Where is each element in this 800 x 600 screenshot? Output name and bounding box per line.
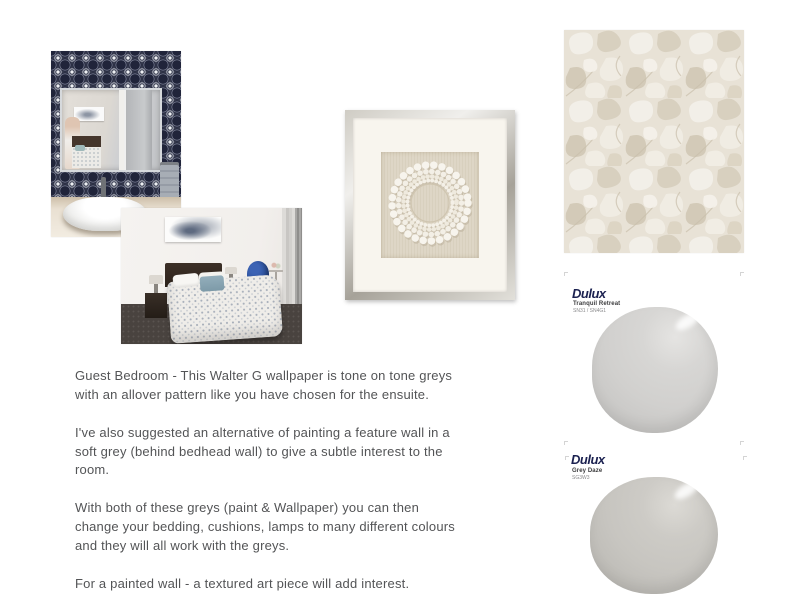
paint-code-1: SN31 / SN4G1 — [573, 308, 607, 314]
paint-name-2: Grey Daze — [572, 468, 603, 474]
pillow-left — [172, 273, 199, 289]
bead-rings-graphic — [382, 153, 478, 257]
notes-block — [75, 367, 465, 600]
dulux-logo-1: Dulux — [572, 286, 606, 301]
mirror-bed-reflection — [72, 136, 101, 168]
registration-mark — [564, 272, 568, 276]
mirror-cushion — [75, 145, 85, 151]
dulux-logo-2: Dulux — [571, 452, 605, 467]
framed-bead-artwork[interactable] — [345, 110, 515, 300]
registration-mark — [565, 456, 569, 460]
paint-blob-tranquil-retreat[interactable] — [592, 307, 718, 433]
paint-name-1: Tranquil Retreat — [573, 301, 621, 307]
note-paragraph: For a painted wall - a textured art piece will add interest. — [75, 575, 410, 591]
registration-mark — [740, 441, 744, 445]
lamp-left — [149, 275, 163, 293]
bedroom-artwork — [165, 217, 221, 242]
lamp-shade — [225, 267, 237, 274]
bedroom-photo[interactable] — [121, 208, 302, 344]
nightstand-left — [145, 293, 167, 318]
mirror-door-reflection — [124, 90, 152, 170]
lamp-base — [154, 284, 158, 293]
wallpaper-swatch[interactable] — [564, 30, 744, 253]
art-mat — [353, 118, 507, 292]
paint-blob-grey-daze[interactable] — [590, 477, 718, 594]
blue-cushion — [200, 275, 225, 292]
note-paragraph: I've also suggested an alternative of painting a feature wall in a soft grey (behind bedhead wall) to give a subtle interest to the room. — [75, 424, 450, 478]
wallpaper-pattern-graphic — [564, 30, 744, 253]
towel — [160, 165, 179, 199]
lamp-shade — [149, 275, 163, 284]
paint-code-2: SG3W3 — [572, 475, 590, 481]
flower-vase — [271, 262, 281, 270]
registration-mark — [740, 272, 744, 276]
note-paragraph: With both of these greys (paint & Wallpaper) you can then change your bedding, cushions, lamps to many different colours and they will all work with the greys. — [75, 500, 455, 553]
registration-mark — [743, 456, 747, 460]
curtain-fold — [295, 208, 302, 308]
bathroom-mirror — [60, 88, 162, 172]
tap — [101, 177, 106, 199]
art-canvas — [381, 152, 479, 258]
registration-mark — [564, 441, 568, 445]
note-paragraph: Guest Bedroom - This Walter G wallpaper is tone on tone greys with an allover pattern like you have chosen for the ensuite. — [75, 368, 453, 402]
